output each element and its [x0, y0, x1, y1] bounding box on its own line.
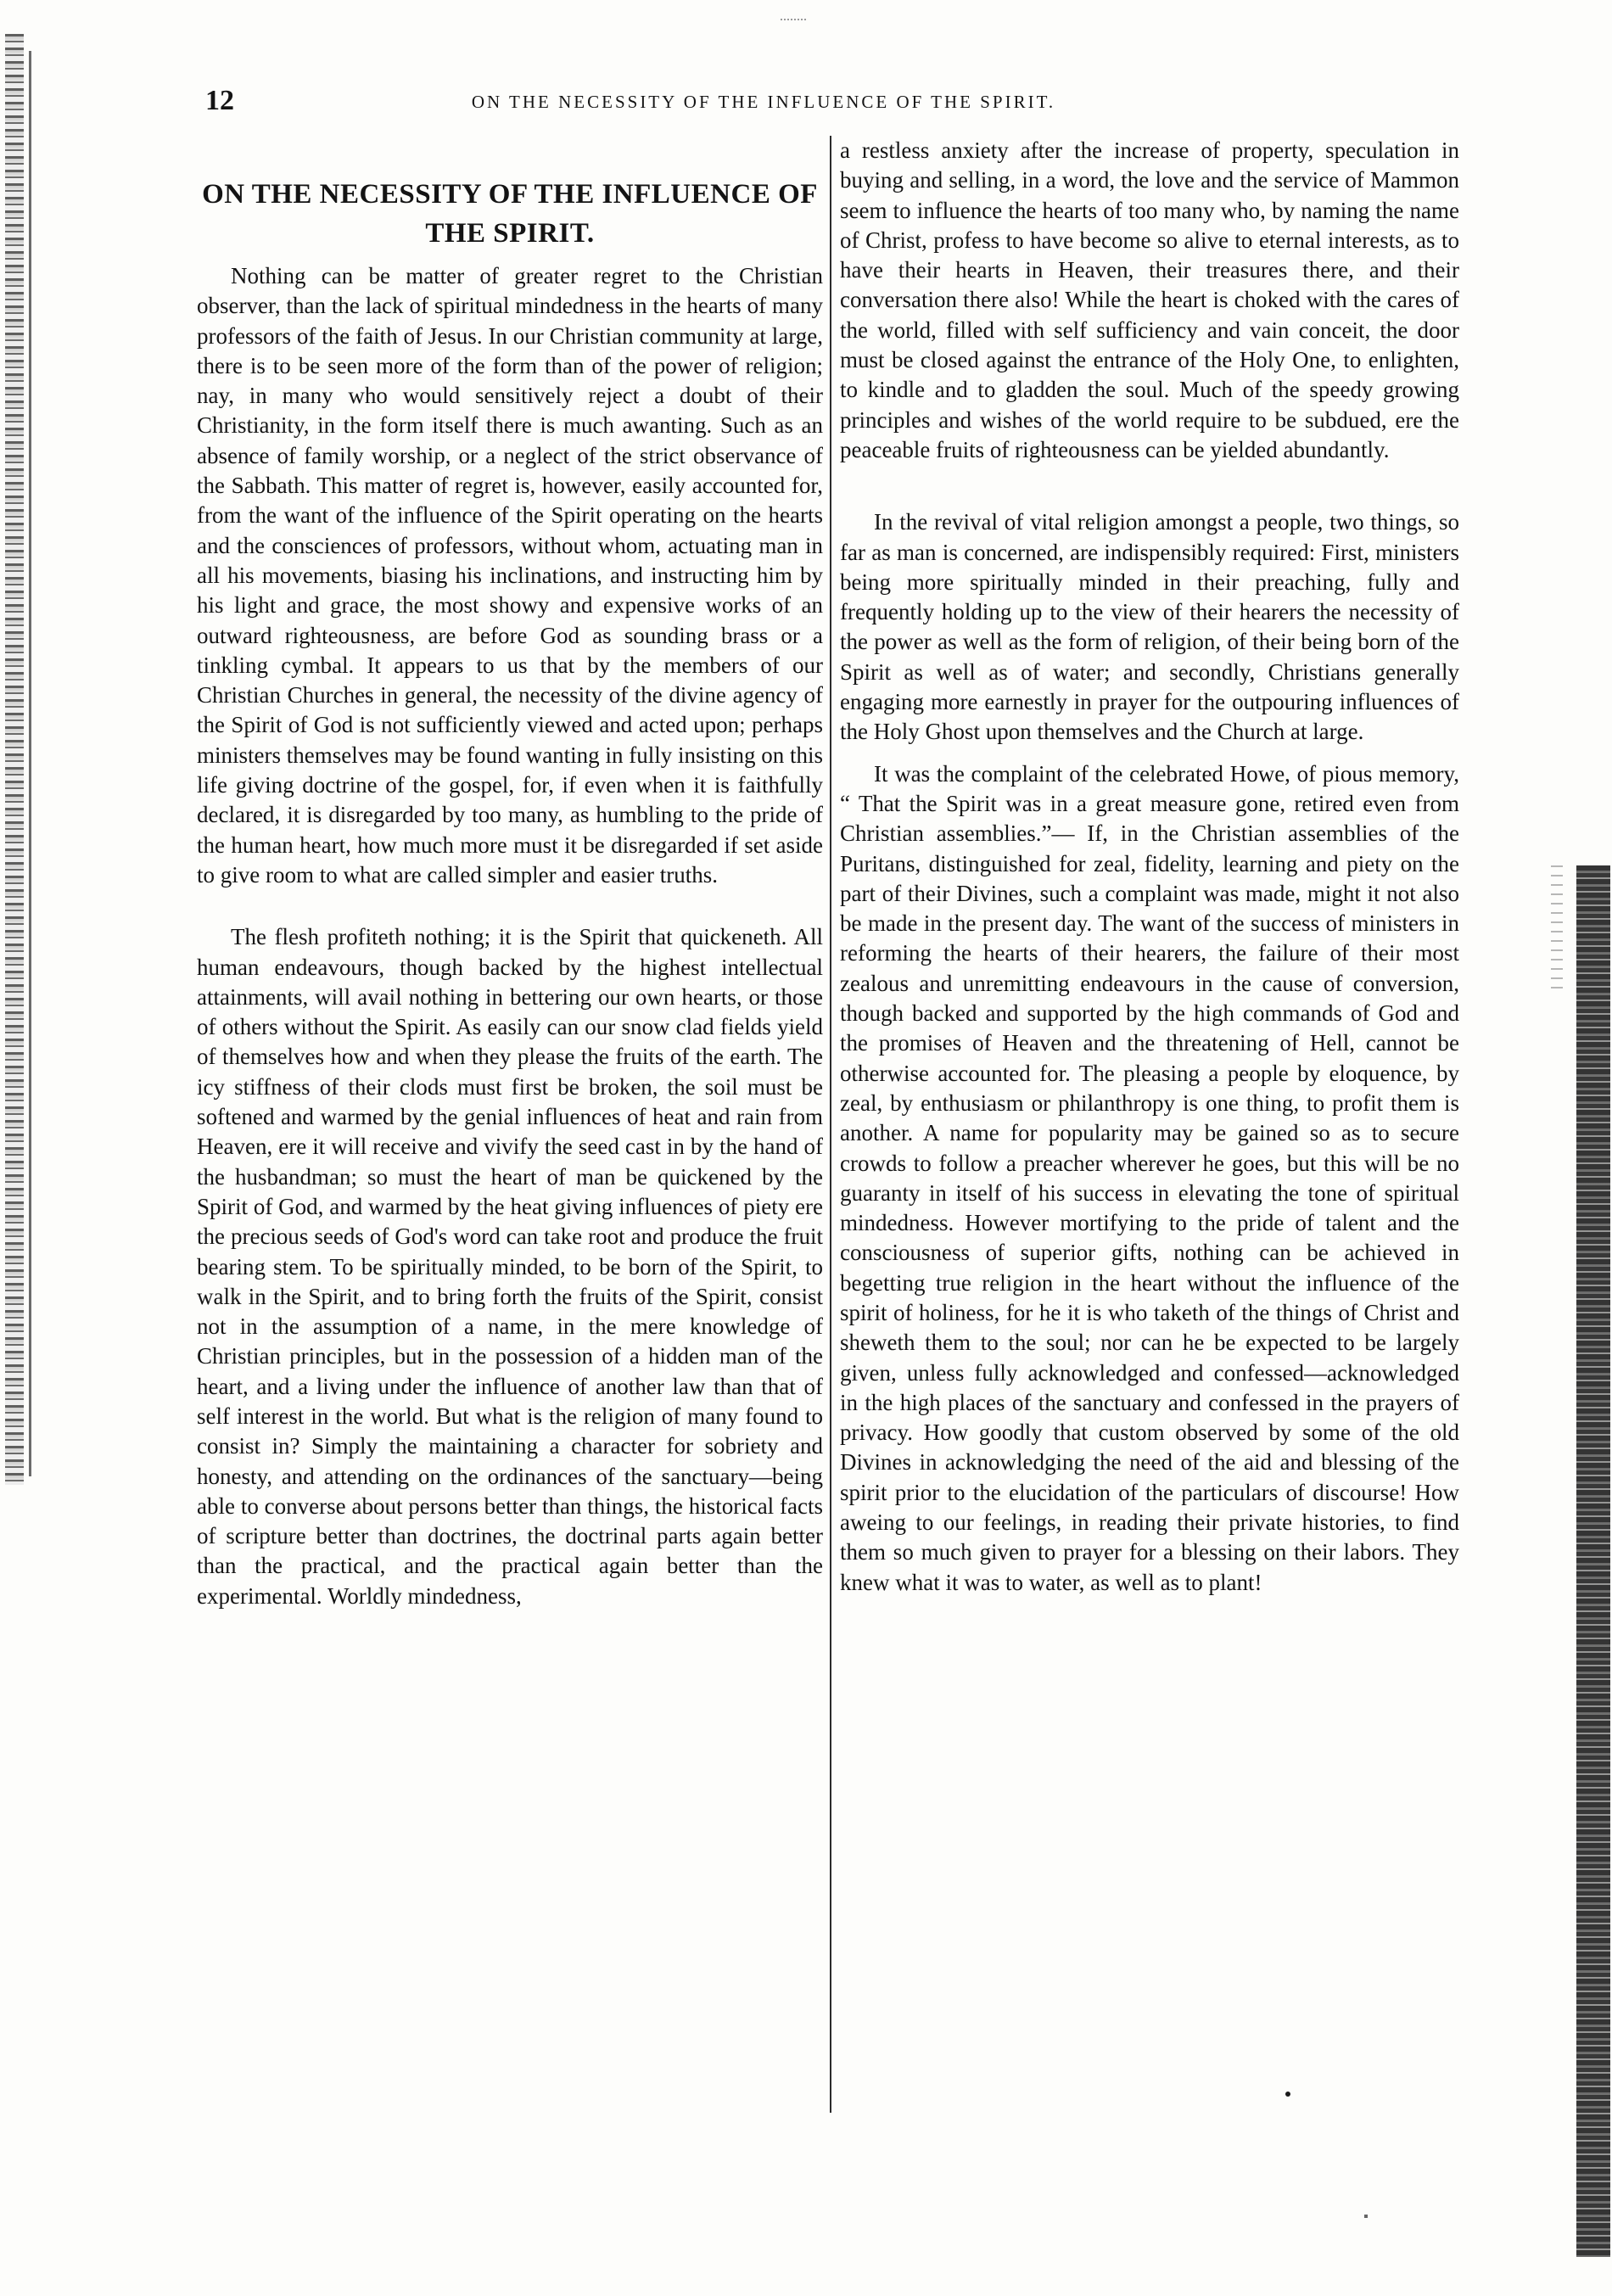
scan-binding-edge: [5, 34, 24, 1485]
paragraph-5: It was the complaint of the celebrated Howe, of pious memory, “ That the Spirit was in a great measure gone, retired even from Christian assemblies.”— If, in the Christian assemblies of the Puritans, distinguished for zeal, fidelity, learning and piety on the part of their Divines, such a complaint was made, might it not also be made in the present day. The want of the success of ministers in reforming the hearts of their hearers, the failure of their most zealous and unremitting endeavours in the cause of conversion, though backed and supported by the high commands of God and the promises of Heaven and the threatening of Hell, cannot be otherwise accounted for. The pleasing a people by eloquence, by zeal, by enthusiasm or philanthropy is one thing, to profit them is another. A name for popularity may be gained so as to secure crowds to follow a preacher wherever he goes, but this will be no guaranty in itself of his success in elevating the tone of spiritual mindedness. However mortifying to the pride of talent and the consciousness of superior gifts, nothing can be achieved in begetting true religion in the heart without the influence of the spirit of holiness, for he it is who taketh of the things of Christ and sheweth them to the soul; nor can he be expected to be largely given, unless fully acknowledged and confessed—acknowledged in the high places of the sanctuary and confessed in the prayers of privacy. How goodly that custom observed by some of the old Divines in acknowledging the need of the aid and blessing of the spirit prior to the elucidation of the particulars of discourse! How aweing to our feelings, in reading their private histories, to find them so much given to prayer for a blessing on their labors. They knew what it was to water, as well as to plant!: [840, 760, 1459, 1595]
page-number: 12: [205, 85, 234, 116]
column-rule: [830, 136, 831, 2113]
paragraph-2: The flesh profiteth nothing; it is the Spirit that quickeneth. All human endeavours, though backed by the highest intellectual attainments, will avail nothing in bettering our own hearts, or those of others without the Spirit. As easily can our snow clad fields yield of themselves how and when they please the fruits of the earth. The icy stiffness of their clods must first be broken, the soil must be softened and warmed by the genial influences of heat and rain from Heaven, ere it will receive and vivify the seed cast in by the hand of the husbandman; so must the heart of man be quickened by the Spirit of God, and warmed by the heat giving influences of piety ere the precious seeds of God's word can take root and produce the fruit bearing stem. To be spiritually minded, to be born of the Spirit, to walk in the Spirit, and to bring forth the fruits of the Spirit, consist not in the assumption of a name, in the mere knowledge of Christian principles, but in the possession of a hidden man of the heart, and a living under the influence of another law than that of self interest in the world. But what is the religion of many found to consist in? Simply the maintaining a character for sobriety and honesty, and attending on the ordinances of the sanctuary—being able to converse about persons better than things, the historical facts of scripture better than doctrines, the doctrinal parts again better than the practical, and the practical again better than the experimental. Worldly mindedness,: [197, 924, 823, 1609]
end-dot: [1285, 2092, 1290, 2097]
left-column: [197, 136, 823, 1611]
paragraph-4: In the revival of vital religion amongst a people, two things, so far as man is concerned, are indispensibly required: First, ministers being more spiritually minded in their preaching, fully and frequently holding up to the view of their hearers the necessity of the power as well as the form of religion, of their being born of the Spirit as well as of water; and secondly, Christians generally engaging more earnestly in prayer for the outpouring influences of the Holy Ghost upon themselves and the Church at large.: [840, 509, 1459, 745]
scan-margin-line: [29, 51, 31, 1476]
paragraph-1: Nothing can be matter of greater regret to the Christian observer, than the lack of spiritual mindedness in the hearts of many professors of the faith of Jesus. In our Christian community at large, there is to be seen more of the form than of the power of religion; nay, in many who would sensitively reject a doubt of their Christianity, in the form itself there is much awanting. Such as an absence of family worship, or a neglect of the strict observance of the Sabbath. This matter of regret is, however, easily accounted for, from the want of the influence of the Spirit operating on the hearts and the consciences of professors, without whom, actuating man in all his movements, biasing his inclinations, and instructing him by his light and grace, the most showy and expensive works of an outward righteousness, are before God as sounding brass or a tinkling cymbal. It appears to us that by the members of our Christian Churches in general, the necessity of the divine agency of the Spirit of God is not sufficiently viewed and acted upon; perhaps ministers themselves may be found wanting in fully insisting on this life giving doctrine of the gospel, for, if even when it is faithfully declared, it is disregarded by too many, as humbling to the pride of the human heart, how much more must it be disregarded if set aside to give room to what are called simpler and easier truths.: [197, 263, 823, 888]
running-head: ON THE NECESSITY OF THE INFLUENCE OF THE SPIRIT.: [471, 92, 1056, 112]
paragraph-3: a restless anxiety after the increase of property, speculation in buying and selling, in a word, the love and the service of Mammon seem to influence the hearts of too many who, by naming the name of Christ, profess to have become so alive to eternal interests, as to have their hearts in Heaven, their treasures there, and their conversation there also! While the heart is choked with the cares of the world, filled with self sufficiency and vain conceit, the door must be closed against the entrance of the Holy One, to enlighten, to kindle and to gladden the soul. Much of the speedy growing principles and wishes of the world require to be subdued, ere the peaceable fruits of righteousness can be yielded abundantly.: [840, 137, 1459, 462]
scan-speck-bottom: [1364, 2215, 1368, 2218]
scan-page-edge: [1576, 865, 1610, 2257]
right-column: [840, 136, 1459, 1598]
scan-noise-marks: [1551, 865, 1563, 993]
article-title: ON THE NECESSITY OF THE INFLUENCE OF THE SPIRIT.: [202, 179, 818, 249]
scan-speck: [781, 19, 806, 27]
